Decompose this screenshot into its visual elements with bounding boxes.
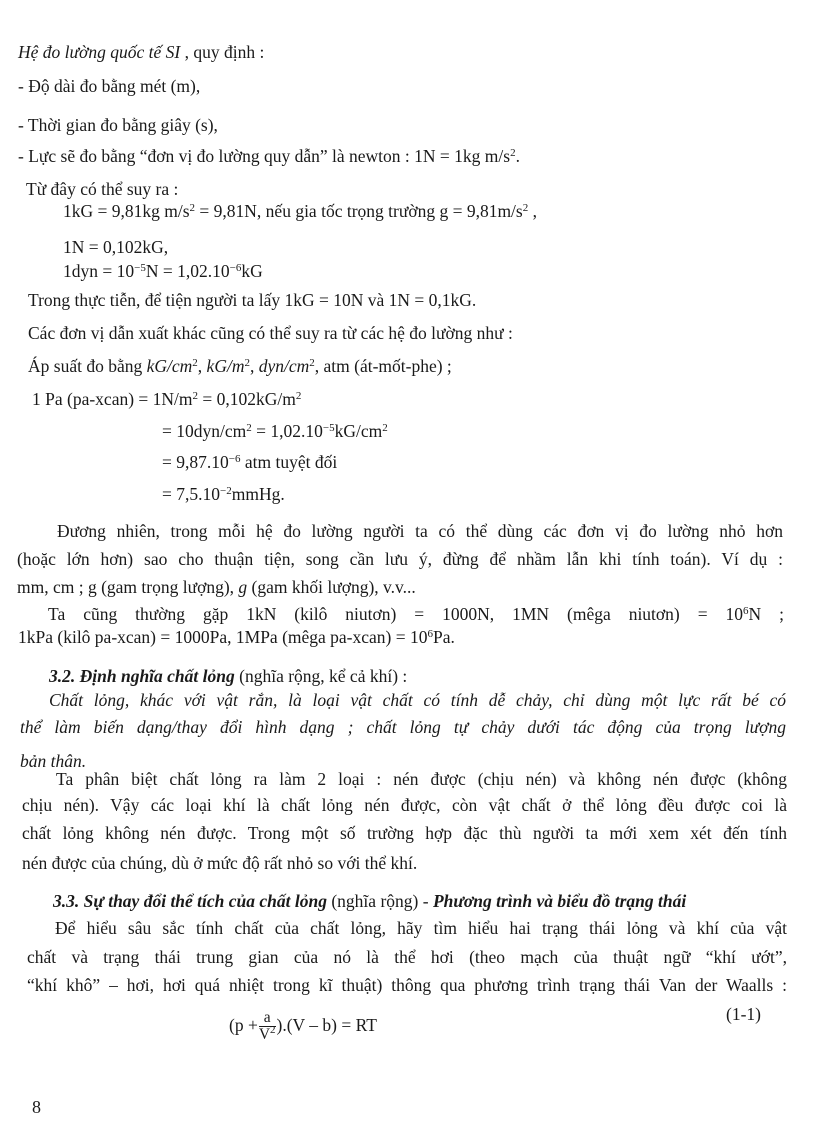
van-der-waals-l1: Để hiểu sâu sắc tính chất của chất lỏng, hãy tìm hiểu hai trạng thái lỏng và khí của vật xyxy=(55,918,787,938)
paragraph-units-l1: Đương nhiên, trong mỗi hệ đo lường người ta có thể dùng các đơn vị đo lường nhỏ hơn xyxy=(57,521,783,541)
si-item-time: - Thời gian đo bằng giây (s), xyxy=(18,115,218,135)
si-system-heading: Hệ đo lường quốc tế SI , quy định : xyxy=(18,42,265,62)
van-der-waals-equation: (p + $\frac{a}{V^2}$ ).(V – b) = RT xyxy=(229,1009,377,1044)
pascal-eq-4: = $7,5.10^{-2}mmHg$. xyxy=(162,484,285,504)
paragraph-prefix-l1: Ta cũng thường gặp 1kN (kilô niutơn) = 1000N, 1MN (mêga niutơn) = $10^6N$ ; xyxy=(48,604,784,624)
paragraph-prefix-l2: 1kPa (kilô pa-xcan) = 1000Pa, 1MPa (mêga pa-xcan) = $10^6Pa$. xyxy=(18,627,455,647)
si-title: Hệ đo lường quốc tế SI xyxy=(18,42,181,62)
pascal-eq-3: = $9,87.10^{-6}$ atm tuyệt đối xyxy=(162,452,338,472)
pascal-eq-1: 1 Pa (pa-xcan) = $1N/m^2 = 0,102kG/m^2$ xyxy=(32,389,302,409)
definition-l2: thể làm biến dạng/thay đổi hình dạng ; chất lỏng tự chảy dưới tác động của trọng lượng xyxy=(20,717,786,737)
conversion-n: 1N = 0,102kG, xyxy=(63,237,169,257)
compressibility-l1: Ta phân biệt chất lỏng ra làm 2 loại : nén được (chịu nén) và không nén được (không xyxy=(56,769,787,789)
equation-fraction: $\frac{a}{V^2}$ xyxy=(258,1009,276,1044)
compressibility-l3: chất lỏng không nén được. Trong một số trường hợp đặc thù người ta mới xem xét đến tính xyxy=(22,823,787,843)
conversion-dyn: $1dyn = 10^{-5}N = 1,02.10^{-6}kG$ xyxy=(63,261,263,281)
section-3-3-heading: 3.3. Sự thay đổi thể tích của chất lỏng (nghĩa rộng) - Phương trình và biểu đồ trạng thái xyxy=(53,891,687,911)
definition-l3: bản thân. xyxy=(20,751,87,771)
pascal-eq-2: = $10dyn/cm^2 = 1,02.10^{-5}kG/cm^2$ xyxy=(162,421,388,441)
paragraph-units-l2: (hoặc lớn hơn) sao cho thuận tiện, song cần lưu ý, đừng để nhầm lẫn khi tính toán). Ví dụ : xyxy=(17,549,783,569)
van-der-waals-l2: chất và trạng thái trung gian của nó là thể hơi (theo mạch của thuật ngữ “khí ướt”, xyxy=(27,947,787,967)
conversion-lead: Từ đây có thể suy ra : xyxy=(26,179,179,199)
equation-number: (1-1) xyxy=(726,1004,761,1024)
si-item-force: - Lực sẽ đo bằng “đơn vị đo lường quy dẫn” là newton : 1N = 1kg $m/s^2$. xyxy=(18,146,520,166)
page-number: 8 xyxy=(32,1097,41,1117)
van-der-waals-l3: “khí khô” – hơi, hơi quá nhiệt trong kĩ thuật) thông qua phương trình trạng thái Van der Waalls : xyxy=(27,975,787,995)
paragraph-units-l3: mm, cm ; g (gam trọng lượng), g (gam khối lượng), v.v... xyxy=(17,577,416,597)
conversion-kg: 1kG = 9,81kg $m/s^2 = 9,81N$, nếu gia tốc trọng trường $g = 9,81m/s^2$ , xyxy=(63,201,537,221)
definition-l1: Chất lỏng, khác với vật rắn, là loại vật chất có tính dễ chảy, chỉ dùng một lực rất bé có xyxy=(49,690,786,710)
compressibility-l2: chịu nén). Vậy các loại khí là chất lỏng nén được, còn vật chất ở thể lỏng đều được coi là xyxy=(22,795,787,815)
compressibility-l4: nén được của chúng, dù ở mức độ rất nhỏ so với thể khí. xyxy=(22,853,418,873)
practice-line: Trong thực tiễn, để tiện người ta lấy 1kG = 10N và 1N = 0,1kG. xyxy=(28,290,477,310)
derived-units-line: Các đơn vị dẫn xuất khác cũng có thể suy ra từ các hệ đo lường như : xyxy=(28,323,513,343)
section-3-2-heading: 3.2. Định nghĩa chất lỏng (nghĩa rộng, kể cả khí) : xyxy=(49,666,408,686)
pressure-units-line: Áp suất đo bằng $kG/cm^2$, $kG/m^2$, dyn/$cm^2$, atm (át-mốt-phe) ; xyxy=(28,356,452,376)
si-item-length: - Độ dài đo bằng mét (m), xyxy=(18,76,201,96)
